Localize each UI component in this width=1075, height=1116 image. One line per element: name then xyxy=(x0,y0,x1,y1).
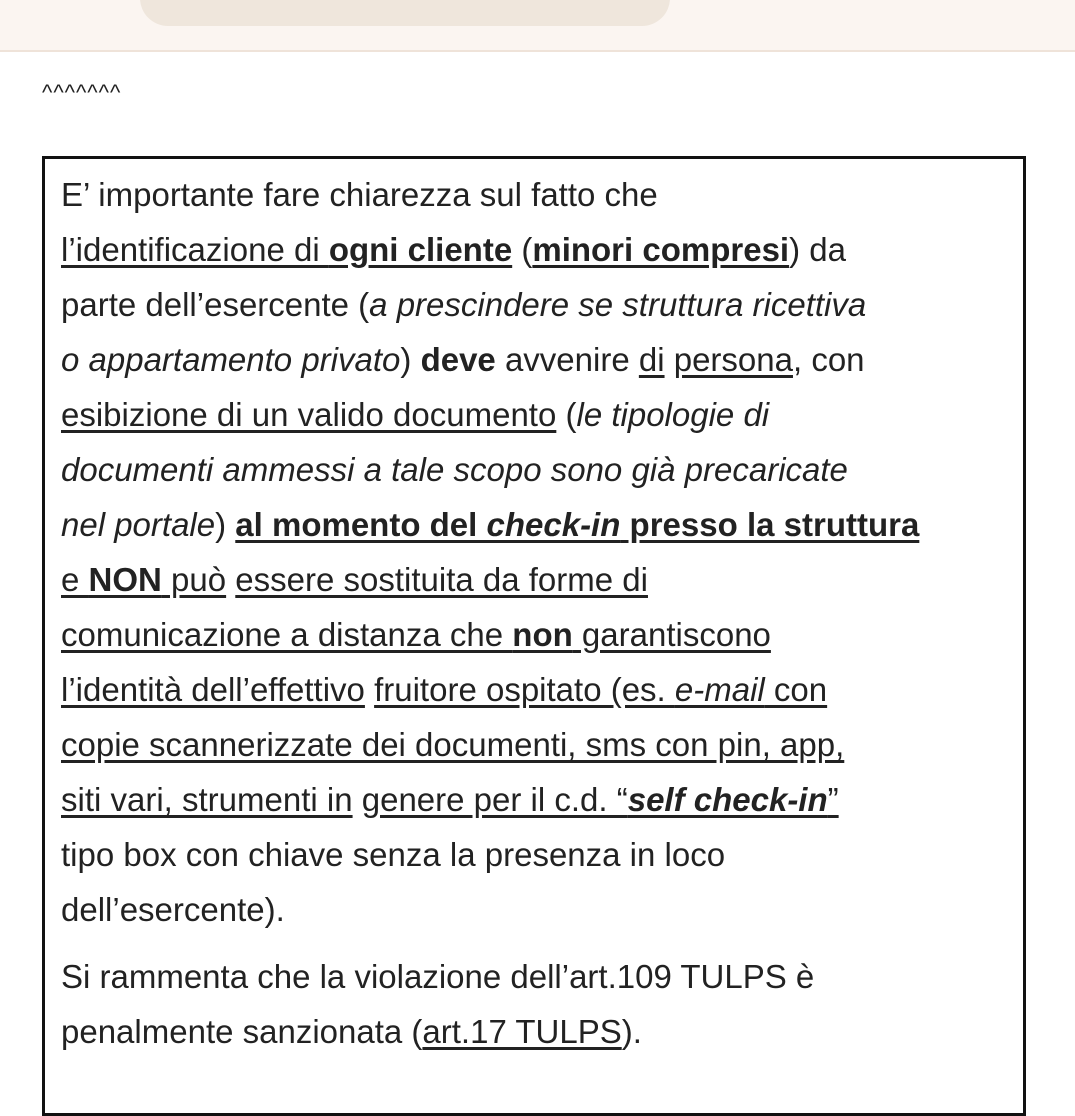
text-line: siti vari, strumenti in genere per il c.d. “self check-in” xyxy=(61,781,839,818)
text-line: l’identificazione di ogni cliente (minori compresi) da xyxy=(61,231,846,268)
top-bar xyxy=(0,0,1075,52)
text-line: parte dell’esercente (a prescindere se struttura ricettiva xyxy=(61,286,867,323)
text-line: esibizione di un valido documento (le tipologie di xyxy=(61,396,770,433)
emphasis-deve: deve xyxy=(420,341,496,378)
text-line: nel portale) al momento del check-in presso la struttura xyxy=(61,506,920,543)
emphasis-self-check-in: self check-in xyxy=(627,781,828,818)
emphasis-check-in: check-in xyxy=(486,506,621,543)
notice-box xyxy=(42,156,1026,1116)
text-line: comunicazione a distanza che non garantiscono xyxy=(61,616,771,653)
text-line: o appartamento privato) deve avvenire di persona, con xyxy=(61,341,865,378)
art17-link[interactable]: art.17 TULPS xyxy=(422,1013,622,1050)
text-line: dell’esercente). xyxy=(61,891,285,928)
text-line: e NON può essere sostituita da forme di xyxy=(61,561,648,598)
text-line: tipo box con chiave senza la presenza in loco xyxy=(61,836,726,873)
text-line: E’ importante fare chiarezza sul fatto che xyxy=(61,176,658,213)
text-line: Si rammenta che la violazione dell’art.109 TULPS è xyxy=(61,958,815,995)
text-line: l’identità dell’effettivo fruitore ospitato (es. e-mail con xyxy=(61,671,828,708)
text-line: penalmente sanzionata (art.17 TULPS). xyxy=(61,1013,642,1050)
text-line: copie scannerizzate dei documenti, sms con pin, app, xyxy=(61,726,845,763)
text-line: documenti ammessi a tale scopo sono già precaricate xyxy=(61,451,848,488)
search-pill[interactable] xyxy=(140,0,670,26)
notice-paragraph-1 xyxy=(61,167,1007,937)
caret-separator: ^^^^^^^ xyxy=(42,80,122,105)
emphasis-non: NON xyxy=(88,561,162,598)
emphasis-minori-compresi: minori compresi xyxy=(532,231,790,268)
emphasis-ogni-cliente: ogni cliente xyxy=(328,231,513,268)
emphasis-non-lower: non xyxy=(512,616,573,653)
notice-paragraph-2 xyxy=(61,949,1007,1059)
